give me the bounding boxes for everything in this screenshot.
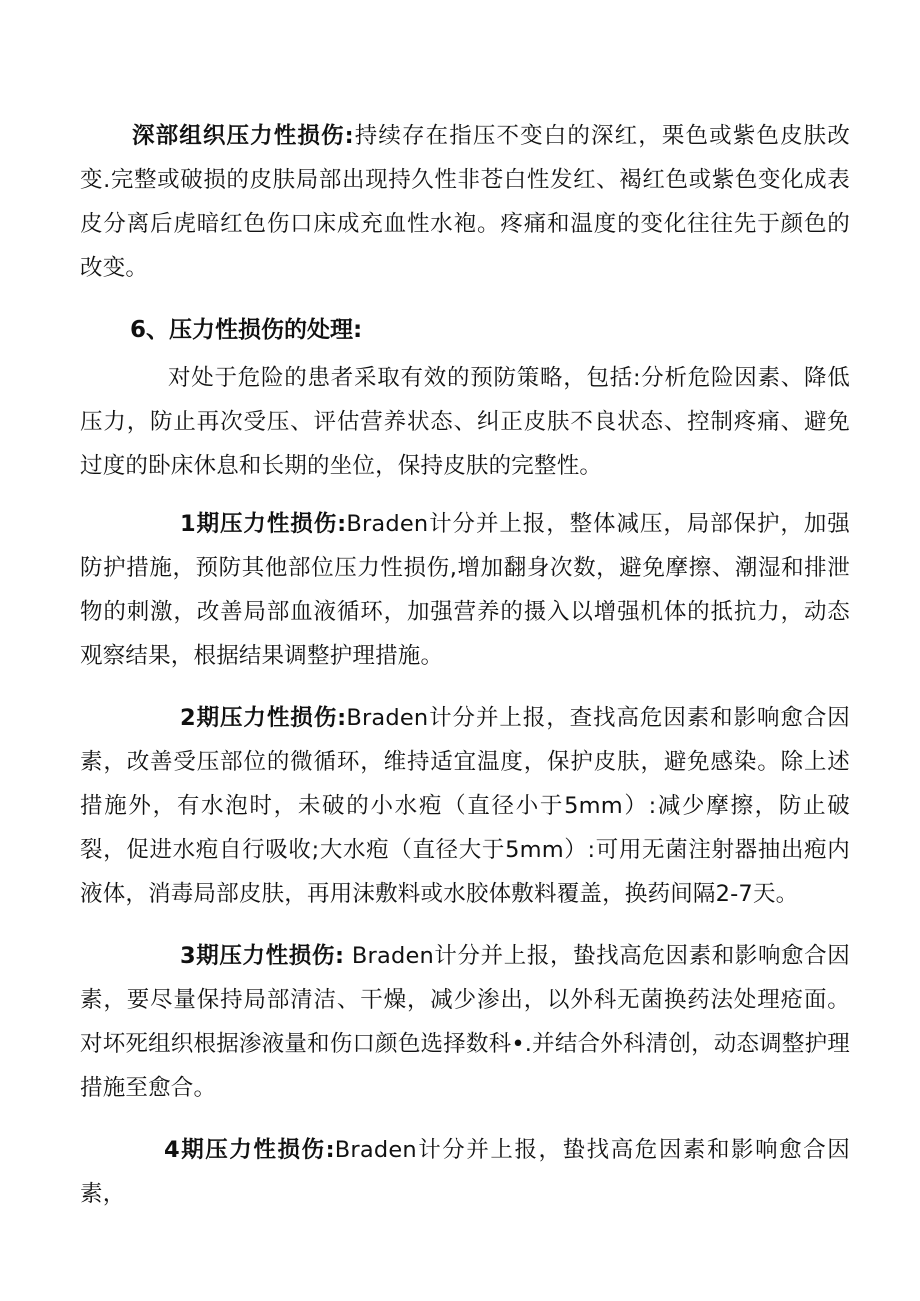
paragraph-stage-4 [80,1128,850,1216]
term-stage-4: 4期压力性损伤: [164,1137,335,1163]
paragraph-stage-2 [80,696,850,916]
term-stage-1: 1期压力性损伤: [180,511,347,537]
term-stage-2: 2期压力性损伤: [180,705,347,731]
paragraph-stage-1 [80,502,850,678]
text-stage-4: Braden计分并上报，蛰找高危因素和影响愈合因素， [80,1137,850,1207]
paragraph-deep-tissue-injury [80,114,850,290]
paragraph-stage-3 [80,934,850,1110]
paragraph-prevention-strategy [80,356,850,488]
term-deep-tissue-injury: 深部组织压力性损伤: [132,123,354,149]
text-stage-1: Braden计分并上报，整体减压，局部保护，加强防护措施，预防其他部位压力性损伤,增加翻身次数，避免摩擦、潮湿和排泄物的刺激，改善局部血液循环，加强营养的摄入以增强机体的抵抗力，动态观察结果，根据结果调整护理措施。 [80,511,850,669]
section-heading-treatment: 6、压力性损伤的处理: [130,317,363,343]
text-deep-tissue-injury: 持续存在指压不变白的深红，栗色或紫色皮肤改变.完整或破损的皮肤局部出现持久性非苍白性发红、褐红色或紫色变化成表皮分离后虎暗红色伤口床成充血性水袍。疼痛和温度的变化往往先于颜色的改变。 [80,123,851,281]
term-stage-3: 3期压力性损伤: [180,943,345,969]
text-stage-2: Braden计分并上报，查找高危因素和影响愈合因素，改善受压部位的微循环，维持适宜温度，保护皮肤，避免感染。除上述措施外，有水泡时，未破的小水疱（直径小于5mm）:减少摩擦，防止破裂，促进水疱自行吸收;大水疱（直径大于5mm）:可用无菌注射器抽出疱内液体，消毒局部皮肤，再用沫敷料或水胶体敷料覆盖，换药间隔2-7天。 [80,705,850,907]
text-stage-3: Braden计分并上报，蛰找高危因素和影响愈合因素，要尽量保持局部清洁、干燥，减少渗出，以外科无菌换药法处理疮面。对坏死组织根据渗液量和伤口颜色选择数科•.并结合外科清创，动态调整护理措施至愈合。 [80,943,850,1101]
text-prevention-strategy: 对处于危险的患者采取有效的预防策略，包括:分析危险因素、降低压力，防止再次受压、评估营养状态、纠正皮肤不良状态、控制疼痛、避免过度的卧床休息和长期的坐位，保持皮肤的完整性。 [80,365,850,479]
